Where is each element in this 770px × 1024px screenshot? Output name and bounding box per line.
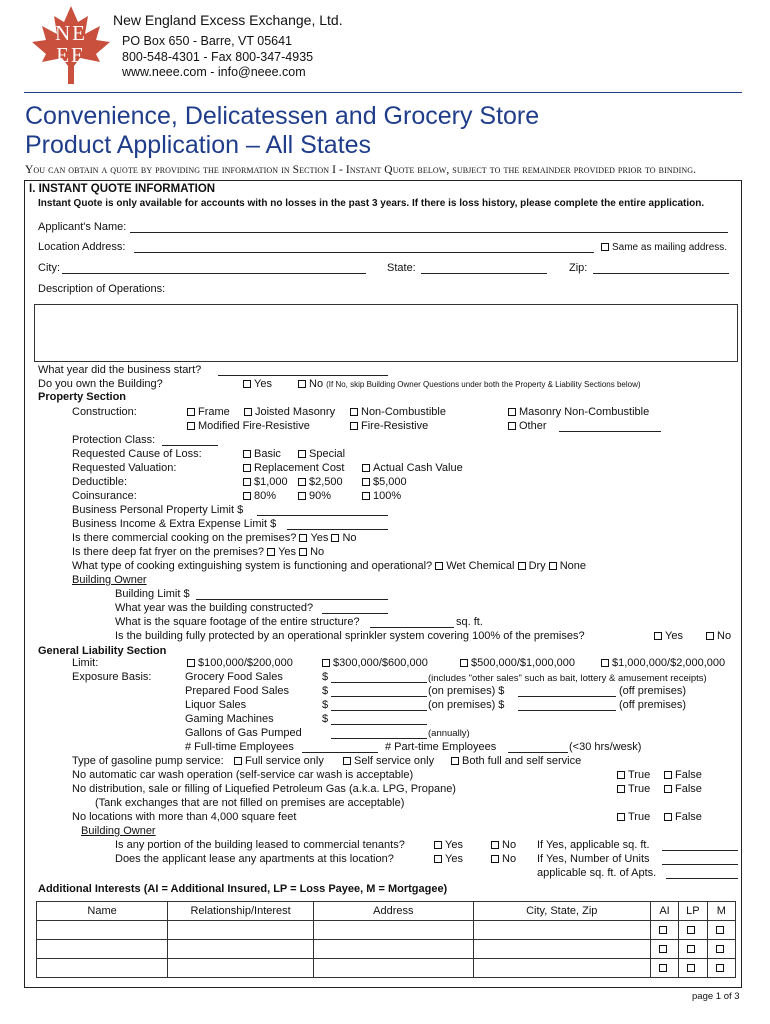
state-input[interactable] [421, 273, 547, 274]
noncomb-checkbox[interactable]: Non-Combustible [350, 406, 446, 419]
exposure-label: Exposure Basis: [72, 671, 152, 683]
ai-checkbox[interactable] [650, 959, 678, 978]
d5000-checkbox[interactable]: $5,000 [362, 476, 407, 489]
description-label: Description of Operations: [38, 283, 166, 295]
apts-label: Does the applicant lease any apartments at this location? [115, 853, 394, 865]
pt-emp-input[interactable] [508, 752, 568, 753]
prepared-dollar: $ [322, 685, 329, 697]
table-header-row [37, 902, 736, 921]
m-checkbox[interactable] [707, 940, 735, 959]
property-heading: Property Section [38, 391, 127, 403]
liquor-off-label: (off premises) [619, 699, 687, 711]
gallons-label: Gallons of Gas Pumped [185, 727, 302, 739]
city-label: City: [38, 262, 60, 274]
bldg-year-label: What year was the building constructed? [115, 602, 314, 614]
bpp-input[interactable] [257, 515, 388, 516]
applicant-label: Applicant's Name: [38, 221, 127, 233]
basic-checkbox[interactable]: Basic [243, 448, 281, 461]
other-checkbox[interactable]: Other [508, 420, 547, 433]
annually-label: (annually) [428, 728, 470, 739]
lpg-label: No distribution, sale or filling of Liquefied Petroleum Gas (a.k.a. LPG, Propane) [72, 783, 456, 795]
carwash-true-checkbox[interactable]: True [617, 769, 650, 782]
grocery-dollar: $ [322, 671, 329, 683]
fireres-checkbox[interactable]: Fire-Resistive [350, 420, 428, 433]
gas-type-label: Type of gasoline pump service: [72, 755, 224, 767]
none-checkbox[interactable]: None [549, 560, 586, 572]
d1000-checkbox[interactable]: $1,000 [243, 476, 288, 489]
intro-text: You can obtain a quote by providing the information in Section I - Instant Quote below, subject to the remainder provided prior to binding. [25, 164, 697, 176]
leased-yes-checkbox[interactable]: Yes [434, 839, 463, 852]
leased-no-checkbox[interactable]: No [491, 839, 516, 852]
fryer-row: Is there deep fat fryer on the premises? Yes No [72, 546, 325, 558]
name-cell[interactable] [37, 940, 168, 959]
ft-emp-label: # Full-time Employees [185, 741, 294, 753]
sqft4000-label: No locations with more than 4,000 square feet [72, 811, 297, 823]
description-box[interactable] [34, 304, 738, 362]
ft-emp-input[interactable] [302, 752, 378, 753]
location-label: Location Address: [38, 241, 126, 253]
if-sqft-label: If Yes, applicable sq. ft. [537, 839, 650, 851]
coinsurance-label: Coinsurance: [72, 490, 137, 502]
liquor-on-input[interactable] [331, 710, 427, 711]
gaming-label: Gaming Machines [185, 713, 274, 725]
lpg-note: (Tank exchanges that are not filled on premises are acceptable) [95, 797, 405, 809]
limit3-checkbox[interactable]: $500,000/$1,000,000 [460, 657, 575, 670]
sqft4000-false-checkbox[interactable]: False [664, 811, 702, 824]
additional-interests-table [36, 901, 736, 978]
address-cell[interactable] [314, 959, 474, 978]
table-row [37, 940, 736, 959]
leased-sqft-input[interactable] [662, 850, 738, 851]
same-mailing-checkbox[interactable]: Same as mailing address. [601, 241, 727, 254]
year-start-input[interactable] [218, 375, 388, 376]
replacement-checkbox[interactable]: Replacement Cost [243, 462, 345, 475]
bldg-year-input[interactable] [322, 613, 388, 614]
dry-checkbox[interactable]: Dry [518, 560, 546, 572]
joisted-checkbox[interactable]: Joisted Masonry [244, 406, 335, 419]
page-number: page 1 of 3 [692, 991, 740, 1002]
prepared-on-label: (on premises) $ [428, 685, 505, 697]
sprinkler-no-checkbox[interactable]: No [706, 630, 731, 643]
cause-label: Requested Cause of Loss: [72, 448, 202, 460]
lp-checkbox[interactable] [679, 959, 707, 978]
both-service-checkbox[interactable]: Both full and self service [451, 755, 581, 768]
prot-class-input[interactable] [162, 445, 218, 446]
page-title-line2: Product Application – All States [25, 131, 372, 159]
carwash-label: No automatic car wash operation (self-service car wash is acceptable) [72, 769, 414, 781]
gaming-dollar: $ [322, 713, 329, 725]
col-ai: AI [650, 902, 678, 921]
lpg-false-checkbox[interactable]: False [664, 783, 702, 796]
col-name: Name [37, 902, 168, 921]
year-start-label: What year did the business start? [38, 364, 202, 376]
grocery-input[interactable] [331, 682, 427, 683]
gaming-input[interactable] [331, 724, 427, 725]
apts-yes-checkbox[interactable]: Yes [434, 853, 463, 866]
city-input[interactable] [62, 273, 366, 274]
sqft-unit: sq. ft. [456, 616, 483, 628]
sprinkler-label: Is the building fully protected by an operational sprinkler system covering 100% of the premises? [115, 630, 585, 642]
building-owner-heading: Building Owner [72, 574, 147, 586]
carwash-false-checkbox[interactable]: False [664, 769, 702, 782]
address-cell[interactable] [314, 940, 474, 959]
address-cell[interactable] [314, 921, 474, 940]
col-lp: LP [679, 902, 707, 921]
zip-label: Zip: [569, 262, 588, 274]
prepared-label: Prepared Food Sales [185, 685, 289, 697]
company-name: New England Excess Exchange, Ltd. [113, 12, 343, 28]
valuation-label: Requested Valuation: [72, 462, 177, 474]
bldg-limit-label: Building Limit $ [115, 588, 190, 600]
bi-input[interactable] [287, 529, 388, 530]
units-input[interactable] [662, 864, 738, 865]
m-checkbox[interactable] [707, 921, 735, 940]
if-units-label: If Yes, Number of Units [537, 853, 650, 865]
construction-label: Construction: [72, 406, 137, 418]
bi-label: Business Income & Extra Expense Limit $ [72, 518, 277, 530]
prepared-off-input[interactable] [518, 696, 616, 697]
ai-checkbox[interactable] [650, 921, 678, 940]
table-row [37, 921, 736, 940]
leased-label: Is any portion of the building leased to commercial tenants? [115, 839, 405, 851]
liquor-label: Liquor Sales [185, 699, 247, 711]
city-cell[interactable] [473, 959, 650, 978]
gl-heading: General Liability Section [38, 645, 167, 657]
extinguish-row: What type of cooking extinguishing system is functioning and operational? Wet Chemical Dry None [72, 560, 587, 572]
self-service-checkbox[interactable]: Self service only [343, 755, 434, 768]
prepared-off-label: (off premises) [619, 685, 687, 697]
deductible-label: Deductible: [72, 476, 128, 488]
instant-quote-note: Instant Quote is only available for accounts with no losses in the past 3 years. If there is loss history, please complete the entire application. [38, 198, 705, 209]
grocery-label: Grocery Food Sales [185, 671, 283, 683]
own-building-label: Do you own the Building? [38, 378, 163, 390]
relationship-cell[interactable] [168, 959, 314, 978]
apts-sqft-input[interactable] [666, 878, 738, 879]
own-yes-checkbox[interactable]: Yes [243, 378, 272, 391]
company-web: www.neee.com - info@neee.com [122, 65, 306, 79]
relationship-cell[interactable] [168, 940, 314, 959]
grocery-note: (includes "other sales" such as bait, lottery & amusement receipts) [428, 673, 707, 684]
city-cell[interactable] [473, 940, 650, 959]
other-input[interactable] [559, 431, 661, 432]
zip-input[interactable] [593, 273, 729, 274]
special-checkbox[interactable]: Special [298, 448, 345, 461]
col-relationship: Relationship/Interest [168, 902, 314, 921]
ai-checkbox[interactable] [650, 940, 678, 959]
col-address: Address [314, 902, 474, 921]
apts-no-checkbox[interactable]: No [491, 853, 516, 866]
applicant-input[interactable] [130, 232, 728, 233]
name-cell[interactable] [37, 921, 168, 940]
city-cell[interactable] [473, 921, 650, 940]
gl-building-owner-heading: Building Owner [81, 825, 156, 837]
wet-checkbox[interactable]: Wet Chemical [435, 560, 514, 572]
m-checkbox[interactable] [707, 959, 735, 978]
company-address: PO Box 650 - Barre, VT 05641 [122, 34, 293, 48]
liquor-off-input[interactable] [518, 710, 616, 711]
sprinkler-yes-checkbox[interactable]: Yes [654, 630, 683, 643]
full-service-checkbox[interactable]: Full service only [234, 755, 324, 768]
logo-text: NE EE [55, 21, 87, 67]
c100-checkbox[interactable]: 100% [362, 490, 401, 503]
limit4-checkbox[interactable]: $1,000,000/$2,000,000 [601, 657, 725, 670]
pt-emp-label: # Part-time Employees [385, 741, 497, 753]
lp-checkbox[interactable] [679, 921, 707, 940]
pt-emp-note: (<30 hrs/wesk) [569, 741, 642, 753]
liquor-on-label: (on premises) $ [428, 699, 505, 711]
cooking-yes-checkbox[interactable]: Yes [299, 532, 328, 544]
bldg-limit-input[interactable] [196, 599, 388, 600]
company-logo [30, 4, 112, 86]
sqft-label: What is the square footage of the entire structure? [115, 616, 360, 628]
masonry-nc-checkbox[interactable]: Masonry Non-Combustible [508, 406, 649, 419]
prot-class-label: Protection Class: [72, 434, 156, 446]
fryer-yes-checkbox[interactable]: Yes [267, 546, 296, 558]
fryer-no-checkbox[interactable]: No [299, 546, 324, 558]
limit2-checkbox[interactable]: $300,000/$600,000 [322, 657, 428, 670]
modfire-checkbox[interactable]: Modified Fire-Resistive [187, 420, 310, 433]
c80-checkbox[interactable]: 80% [243, 490, 276, 503]
col-m: M [707, 902, 735, 921]
table-row [37, 959, 736, 978]
d2500-checkbox[interactable]: $2,500 [298, 476, 343, 489]
section-heading: I. INSTANT QUOTE INFORMATION [29, 183, 216, 195]
col-city-state-zip: City, State, Zip [473, 902, 650, 921]
limit1-checkbox[interactable]: $100,000/$200,000 [187, 657, 293, 670]
prepared-on-input[interactable] [331, 696, 427, 697]
acv-checkbox[interactable]: Actual Cash Value [362, 462, 463, 475]
company-phone: 800-548-4301 - Fax 800-347-4935 [122, 50, 314, 64]
sqft-input[interactable] [370, 627, 454, 628]
state-label: State: [387, 262, 416, 274]
app-sqft-label: applicable sq. ft. of Apts. [537, 867, 657, 879]
name-cell[interactable] [37, 959, 168, 978]
liquor-dollar: $ [322, 699, 329, 711]
ai-heading: Additional Interests (AI = Additional Insured, LP = Loss Payee, M = Mortgagee) [38, 883, 448, 895]
limit-label: Limit: [72, 657, 99, 669]
bpp-label: Business Personal Property Limit $ [72, 504, 244, 516]
c90-checkbox[interactable]: 90% [298, 490, 331, 503]
location-input[interactable] [134, 252, 594, 253]
lpg-true-checkbox[interactable]: True [617, 783, 650, 796]
relationship-cell[interactable] [168, 921, 314, 940]
page-title-line1: Convenience, Delicatessen and Grocery Store [25, 102, 540, 130]
gallons-input[interactable] [331, 738, 427, 739]
cooking-row: Is there commercial cooking on the premises? Yes No [72, 532, 357, 544]
lp-checkbox[interactable] [679, 940, 707, 959]
frame-checkbox[interactable]: Frame [187, 406, 230, 419]
header-rule [24, 92, 742, 93]
own-no-checkbox[interactable]: No (If No, skip Building Owner Questions under both the Property & Liability Sections below) [298, 378, 641, 391]
cooking-no-checkbox[interactable]: No [331, 532, 356, 544]
sqft4000-true-checkbox[interactable]: True [617, 811, 650, 824]
